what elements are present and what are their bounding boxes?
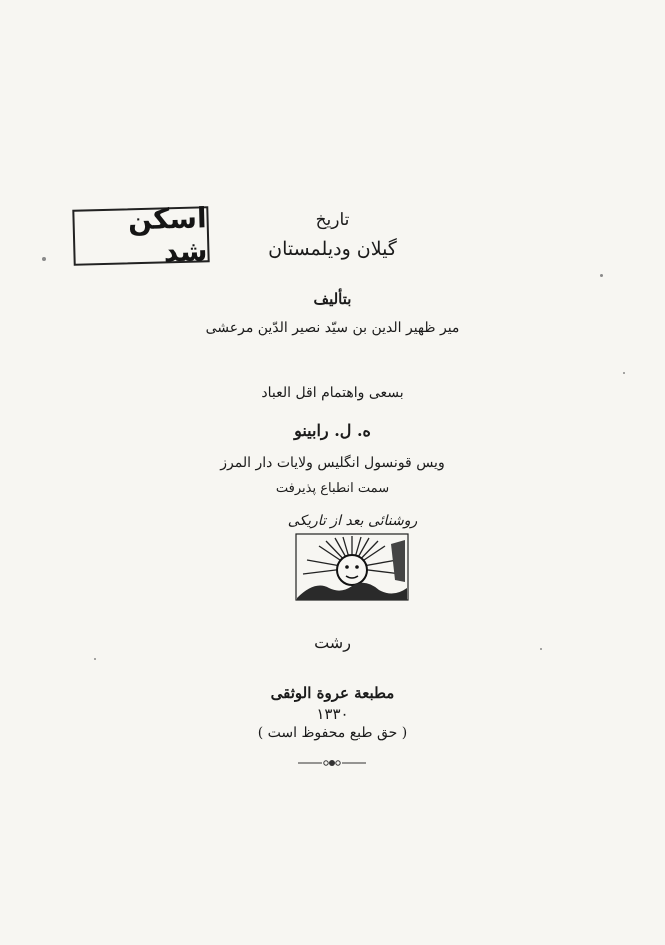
emblem-caption: روشنائی بعد از تاریکی [287,513,418,529]
sunrise-emblem-icon [295,510,409,602]
scan-speck [623,372,625,374]
scan-speck [540,648,542,650]
city: رشت [314,633,351,652]
editor-intro: بسعی واهتمام اقل العباد [261,385,404,401]
scan-speck [94,658,96,660]
publication-note: سمت انطباع پذیرفت [275,481,390,496]
editor-title: ویس قونسول انگلیس ولایات دار المرز [220,455,445,471]
ornament-divider-icon [296,756,368,770]
editor-name: ه. ل. رابینو [294,421,371,440]
publication-year: ۱۳۳۰ [316,705,349,723]
title-line-1: تاریخ [315,210,350,230]
scan-speck [42,257,46,261]
scan-speck [600,274,603,277]
title-line-2: گیلان ودیلمستان [268,238,397,260]
author-name: میر ظهیر الدین بن سیّد نصیر الدّین مرعشی [205,320,460,336]
author-label: بتألیف [313,290,352,308]
press-name: مطبعة عروة الوثقی [270,684,395,702]
scanned-stamp: اسکن شد [72,206,209,266]
copyright-note: ( حق طبع محفوظ است ) [257,725,408,741]
